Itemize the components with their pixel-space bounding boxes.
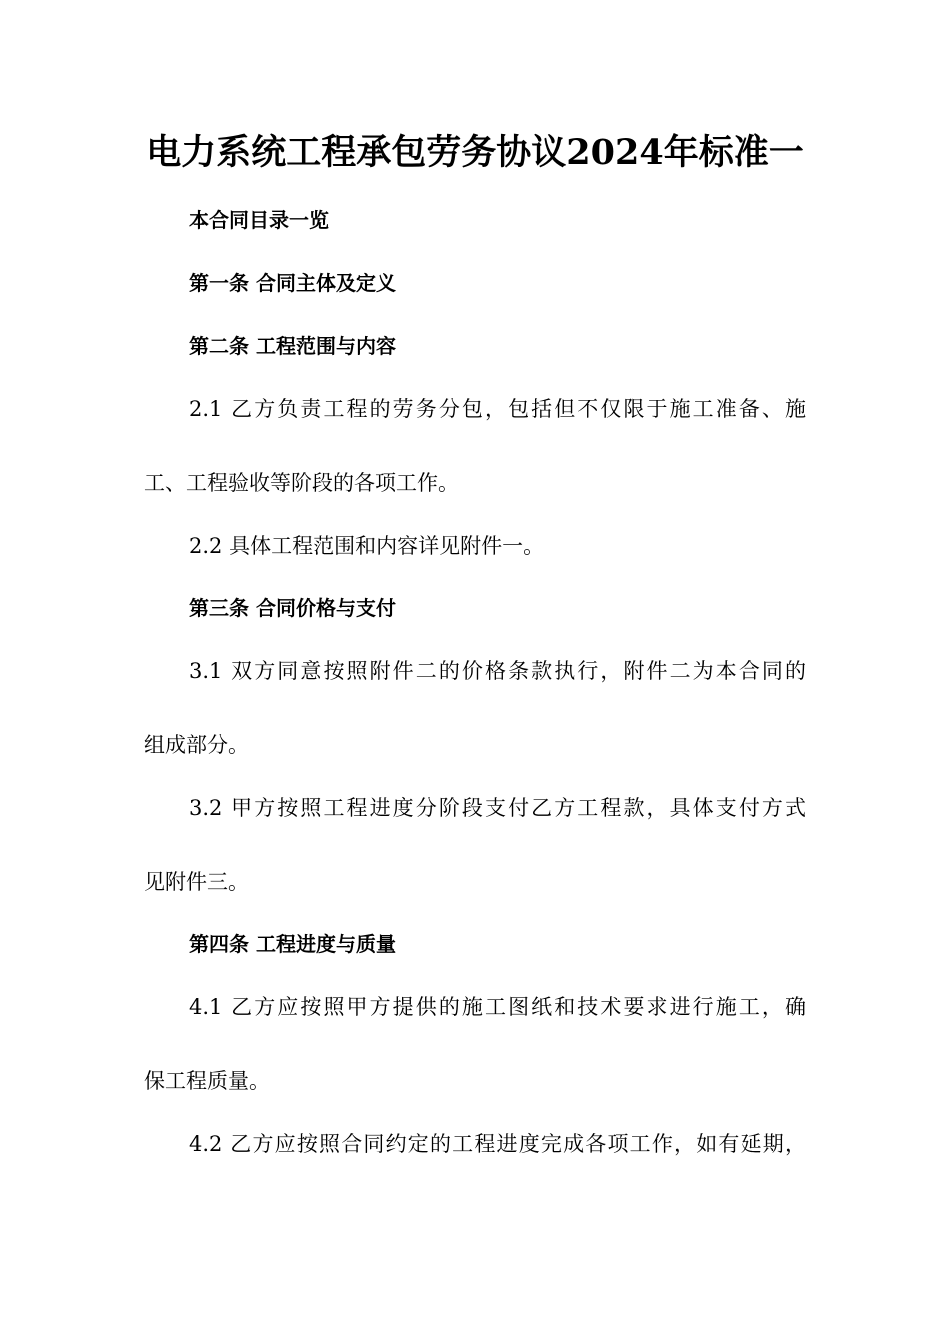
clause-4-1-line-2: 保工程质量。 — [144, 1069, 270, 1093]
clause-2-1-line-1: 2.1 乙方负责工程的劳务分包，包括但不仅限于施工准备、施 — [189, 397, 806, 421]
document-title: 电力系统工程承包劳务协议2024年标准一 — [146, 132, 804, 173]
clause-3-2-line-1: 3.2 甲方按照工程进度分阶段支付乙方工程款，具体支付方式 — [189, 796, 806, 820]
article-2-heading: 第二条 工程范围与内容 — [189, 334, 396, 358]
clause-4-2-line-1: 4.2 乙方应按照合同约定的工程进度完成各项工作，如有延期， — [189, 1132, 806, 1156]
clause-2-2-line-1: 2.2 具体工程范围和内容详见附件一。 — [189, 534, 545, 558]
article-1-heading: 第一条 合同主体及定义 — [189, 271, 396, 295]
article-4-heading: 第四条 工程进度与质量 — [189, 932, 396, 956]
toc-heading: 本合同目录一览 — [189, 208, 329, 232]
article-3-heading: 第三条 合同价格与支付 — [189, 596, 396, 620]
clause-2-1-line-2: 工、工程验收等阶段的各项工作。 — [144, 471, 459, 495]
clause-3-1-line-2: 组成部分。 — [144, 733, 249, 757]
clause-3-2-line-2: 见附件三。 — [144, 870, 249, 894]
clause-3-1-line-1: 3.1 双方同意按照附件二的价格条款执行，附件二为本合同的 — [189, 659, 806, 683]
clause-4-1-line-1: 4.1 乙方应按照甲方提供的施工图纸和技术要求进行施工，确 — [189, 995, 806, 1019]
